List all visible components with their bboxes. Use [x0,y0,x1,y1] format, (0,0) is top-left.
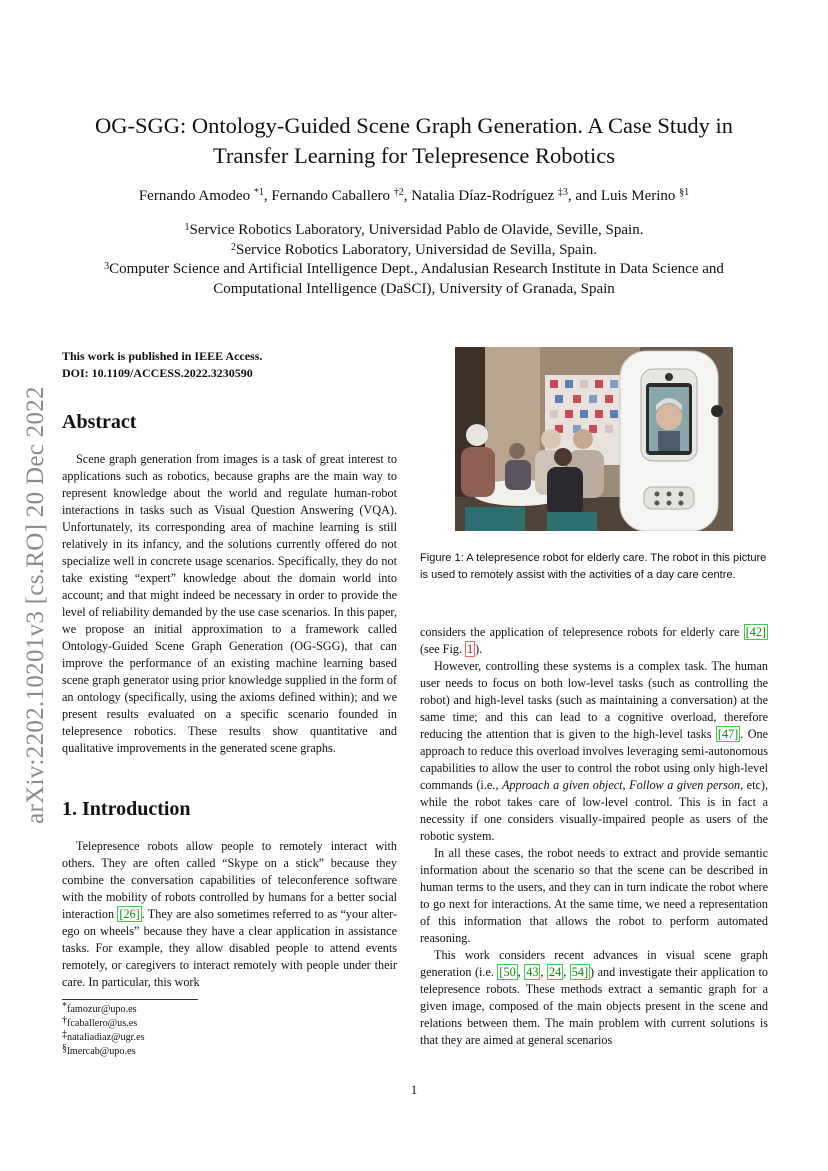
right-paragraph-3: This work considers recent advances in visual scene graph generation (i.e. [50 , 43 , 24 , 54] ) and investigate their application to telepresence robots. These methods extract a semantic graph for a given image, composed of the main objects present in the scene and relations between them. The main problem with current solutions is that they are aimed at general scenarios [420,948,769,1047]
abstract-heading: Abstract [62,411,137,433]
author-caballero: , Fernando Caballero [263,188,391,204]
abstract-text: Scene graph generation from images is a task of great interest to applications such as robotics, because graphs are the main way to represent knowledge about the world and regulate human-robot interactions in tasks such as Visual Question Answering (VQA). Unfortunately, its corresponding area of machine learning is still relatively in its infancy, and the solutions currently offered do not specialize well in concrete usage scenarios. Specifically, they do not take existing “expert” knowledge about the domain world into account; and that might indeed be necessary in order to provide the level of reliability demanded by the use case scenarios. In this paper, we propose an initial approximation to a framework called Ontology-Guided Scene Graph Generation (OG-SGG), that can improve the performance of an existing machine learning based scene graph generator using prior knowledge supplied in the form of an ontology (specifically, using the axioms defined within); and we present results evaluated on a specific scenario founded in telepresence robotics. These results show quantitative and qualitative improvements in the generated scene graphs. [62,452,397,755]
footnotes [62,1003,145,1059]
affiliation-3-mark: 3 [104,261,110,273]
footnote-4-email: lmercab@upo.es [67,1046,136,1057]
affiliation-3-text: Computer Science and Artificial Intelligence Dept., Andalusian Research Institute in Data Science and [109,261,724,278]
citation-link[interactable]: 24 [549,965,562,979]
title-line-2: Transfer Learning for Telepresence Robotics [212,143,616,168]
publication-journal: This work is published in IEEE Access. [62,349,263,363]
intro-text-b: . They are also sometimes referred to as “your alter-ego on wheels” because they have a clear application in assistance tasks. For example, they allow disabled people to attend events remotely, or caregivers to interact remotely with people under their care. In particular, this work [62,907,397,989]
footnote-rule [62,999,198,1000]
figure-link[interactable]: 1 [467,642,474,656]
footnote-3-mark: ‡ [62,1029,67,1040]
author-diaz: , Natalia Díaz-Rodríguez [403,188,555,204]
author-list [40,186,788,206]
citation-link[interactable]: 43 [526,965,539,979]
right-p1-italic-1: Approach a given object [501,778,623,792]
figure-1-caption: Figure 1: A telepresence robot for elderly care. The robot in this picture is used to remotely assist with the activities of a day care centre. [420,552,767,581]
affiliation-1 [40,221,788,241]
affiliation-1-mark: 1 [184,222,190,233]
arxiv-side-label: arXiv:2202.10201v3 [cs.RO] 20 Dec 2022 [22,386,49,824]
right-paragraph-0 [420,624,768,658]
right-p0-text-c: ). [475,642,483,656]
right-p1-text-c: , [622,778,630,792]
affiliation-2-text: Service Robotics Laboratory, Universidad de Sevilla, Spain. [235,241,598,258]
intro-text-a: Telepresence robots allow people to remotely interact with others. They are often called “Skype on a stick” because they combine the conversation capabilities of teleconference software with the mobility of robots controlled by humans for a better social interaction [62,839,397,921]
abstract-body [62,451,397,757]
intro-heading: 1. Introduction [62,798,191,820]
footnote-4 [62,1045,145,1059]
publication-doi: DOI: 10.1109/ACCESS.2022.3230590 [62,366,253,380]
citation-link[interactable]: [50 [499,965,516,979]
right-p3-text-a: This work considers recent advances in visual scene graph generation (i.e. [420,948,768,979]
author-amodeo: Fernando Amodeo [138,188,251,204]
author-merino: , and Luis Merino [567,188,676,204]
right-paragraph-1 [420,658,768,845]
right-p3-text-b: ) and investigate their application to telepresence robots. These methods extract a semantic graph for a given image, composed of the main objects present in the scene and relations between them. The main problem with current solutions is that they are aimed at general scenarios [420,965,769,1047]
publication-note [62,348,262,382]
right-p0-text-a: considers the application of telepresence robots for elderly care [420,625,744,639]
citation-link[interactable]: 54] [571,965,589,979]
affiliation-3-cont: Computational Intelligence (DaSCI), University of Granada, Spain [213,280,615,297]
footnote-3 [62,1031,145,1045]
author-merino-mark: §1 [679,187,690,198]
author-diaz-mark: ‡3 [557,187,568,198]
intro-body [62,838,397,991]
footnote-2 [62,1017,145,1031]
footnote-4-mark: § [62,1043,67,1054]
intro-paragraph [62,838,397,991]
figure-1-photo [455,347,733,531]
footnote-3-email: nataliadiaz@ugr.es [67,1032,145,1043]
affiliation-2 [40,241,788,261]
right-p0-text-b: (see Fig. [420,642,466,656]
right-p1-text-a: However, controlling these systems is a complex task. The human user needs to focus on both low-level tasks (such as controlling the robot) and high-level tasks (such as maintaining a conversation) at the same time; and this can lead to a cognitive overload, therefore reducing the attention that is given to the high-level tasks [420,659,768,741]
affiliation-3 [40,260,788,280]
author-caballero-mark: †2 [393,187,404,198]
affiliations [40,221,788,299]
footnote-1-mark: * [62,1001,67,1012]
footnote-2-mark: † [62,1015,67,1026]
figure-1-illustration [455,347,733,531]
footnote-1-email: famozur@upo.es [67,1004,137,1015]
author-amodeo-mark: *1 [253,187,264,198]
citation-link[interactable]: [47] [717,727,739,741]
footnote-2-email: fcaballero@us.es [67,1018,138,1029]
page-number: 1 [410,1082,418,1097]
affiliation-1-text: Service Robotics Laboratory, Universidad Pablo de Olavide, Seville, Spain. [189,222,644,238]
footnote-1 [62,1003,145,1017]
right-column-body [420,624,768,1049]
right-p1-text-b: . One approach to reduce this overload involves leveraging semi-autonomous capabilities to allow the user to control the robot using only high-level commands (i.e., [420,727,768,792]
right-p1-text-d: , etc), while the robot takes care of low-level control. This is in fact a necessity if one considers visually-impaired people as users of the robotic system. [420,778,768,843]
paper-title [40,111,788,171]
right-paragraph-2: In all these cases, the robot needs to extract and provide semantic information about the scenario so that the scene can be described in human terms to the users, and they can in turn indicate the robot where to go next for interactions. At the same time, we need a representation of this information that allows the robot to perform automated reasoning. [420,846,768,945]
affiliation-2-mark: 2 [230,241,236,253]
title-line-1: OG-SGG: Ontology-Guided Scene Graph Generation. A Case Study in [94,113,734,138]
right-p1-italic-2: Follow a given person [629,778,741,792]
citation-link[interactable]: [26] [119,907,140,921]
telepresence-robot [620,351,723,531]
citation-link[interactable]: [42] [745,625,766,639]
